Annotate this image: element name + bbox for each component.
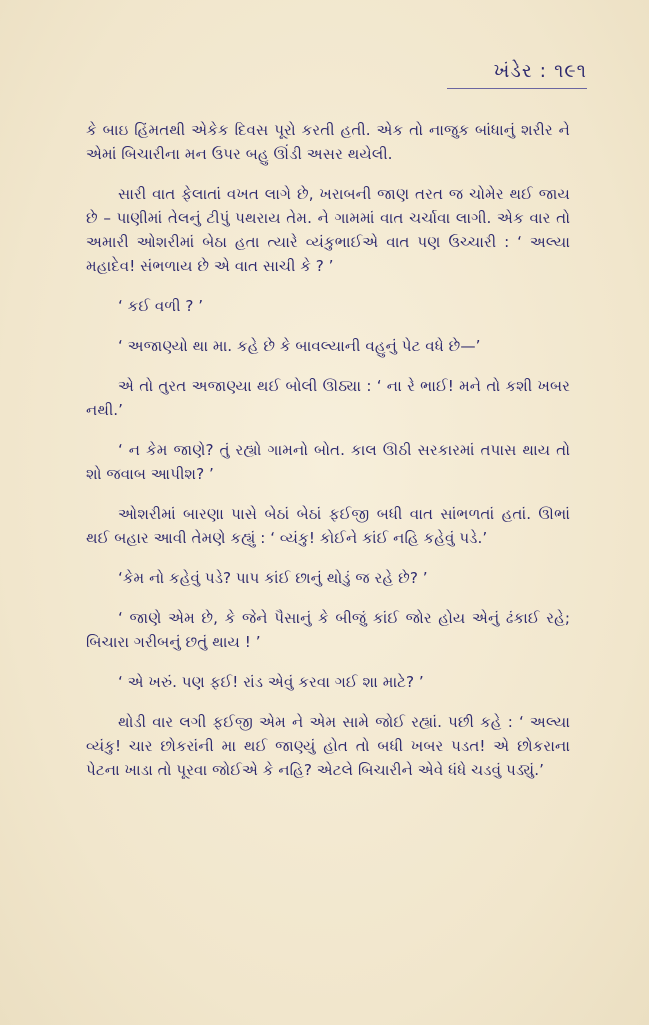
running-head: ખંડેર : ૧૯૧ (493, 60, 587, 82)
paragraph: ‘ ન કેમ જાણે? તું રહ્યો ગામનો બોત. કાલ ઊઠી સરકારમાં તપાસ થાય તો શો જવાબ આપીશ? ’ (86, 441, 570, 483)
paragraph: સારી વાત ફેલાતાં વખત લાગે છે, ખરાબની જાણ તરત જ ચોમેર થઈ જાય છે – પાણીમાં તેલનું ટીપું પથરાય તેમ. ને ગામમાં વાત ચર્ચાવા લાગી. એક વાર તો અમારી ઓશરીમાં બેઠા હતા ત્યારે વ્યંકુભાઈએ વાત પણ ઉચ્ચારી : ‘ અલ્યા મહાદેવ! સંભળાય છે એ વાત સાચી કે ? ’ (86, 185, 570, 275)
paragraph: ‘ કઈ વળી ? ’ (118, 297, 204, 315)
paragraph: ‘ એ ખરું. પણ ફઈ! રાંડ એવું કરવા ગઈ શા માટે? ’ (118, 673, 424, 691)
header-rule (447, 88, 587, 89)
paragraph: ‘કેમ નો કહેવું પડે? પાપ કાંઈ છાનું થોડું જ રહે છે? ’ (118, 569, 428, 587)
paragraph: એ તો તુરત અજાણ્યા થઈ બોલી ઊઠ્યા : ‘ ના રે ભાઈ! મને તો કશી ખબર નથી.’ (86, 377, 570, 419)
paragraph: ઓશરીમાં બારણા પાસે બેઠાં બેઠાં ફઈજી બધી વાત સાંભળતાં હતાં. ઊભાં થઈ બહાર આવી તેમણે કહ્યું : ‘ વ્યંકુ! કોઈને કાંઈ નહિ કહેવું પડે.’ (86, 505, 570, 547)
paragraph: ‘ જાણે એમ છે, કે જેને પૈસાનું કે બીજું કાંઈ જોર હોય એનું ઢંકાઈ રહે; બિચારા ગરીબનું છતું થાય ! ’ (86, 609, 570, 651)
paragraph: ‘ અજાણ્યો થા મા. કહે છે કે બાવલ્યાની વહુનું પેટ વધે છે—’ (118, 337, 481, 355)
paragraph: થોડી વાર લગી ફઈજી એમ ને એમ સામે જોઈ રહ્યાં. પછી કહે : ‘ અલ્યા વ્યંકુ! ચાર છોકરાંની મા થઈ જાણ્યું હોત તો બધી ખબર પડત! એ છોકરાના પેટના ખાડા તો પૂરવા જોઈએ કે નહિ? એટલે બિચારીને એવે ધંધે ચડવું પડ્યું.’ (86, 713, 570, 779)
page-header (447, 60, 587, 89)
paragraph: કે બાઇ હિંમતથી એકેક દિવસ પૂરો કરતી હતી. એક તો નાજુક બાંધાનું શરીર ને એમાં બિચારીના મન ઉપર બહુ ઊંડી અસર થયેલી. (86, 121, 570, 163)
body-text (86, 118, 570, 798)
